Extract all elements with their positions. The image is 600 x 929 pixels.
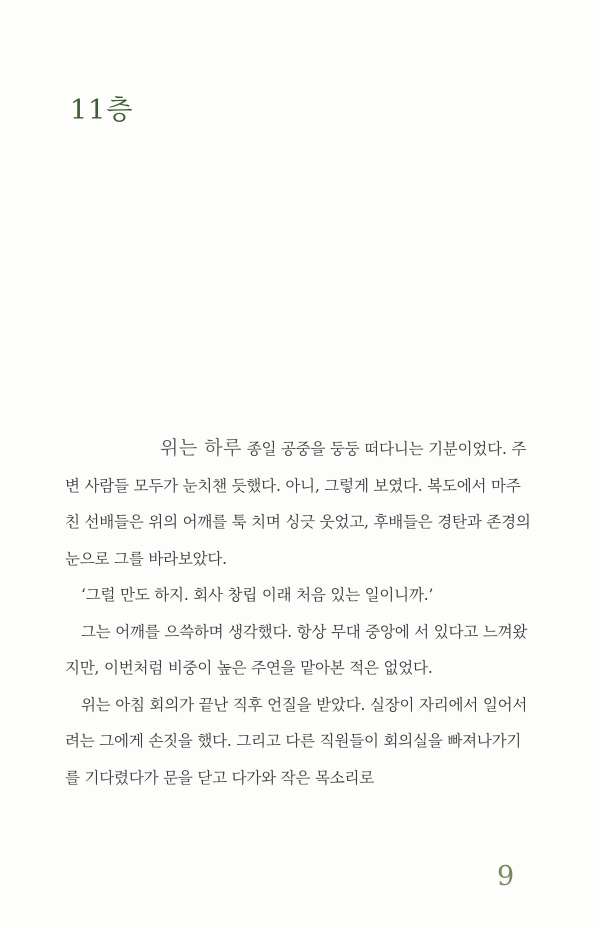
page-number: 9	[497, 861, 515, 892]
paragraph-4: 위는 아침 회의가 끝난 직후 언질을 받았다. 실장이 자리에서 일어서려는 그에게 손짓을 했다. 그리고 다른 직원들이 회의실을 빠져나가기를 기다렸다가 문을 닫고 다가와 작은 목소리로	[65, 695, 528, 787]
paragraph-1	[65, 430, 535, 577]
lead-phrase: 위는 하루	[160, 437, 242, 459]
body-text	[65, 430, 535, 796]
paragraph-1-text: 종일 공중을 둥둥 떠다니는 기분이었다. 주변 사람들 모두가 눈치챈 듯했다. 아니, 그렇게 보였다. 복도에서 마주친 선배들은 위의 어깨를 툭 치며 싱긋 웃었고, 후배들은 경탄과 존경의 눈으로 그를 바라보았다.	[65, 440, 531, 568]
chapter-title: 11층	[70, 95, 134, 126]
paragraph-3: 그는 어깨를 으쓱하며 생각했다. 항상 무대 중앙에 서 있다고 느껴왔지만, 이번처럼 비중이 높은 주연을 맡아본 적은 없었다.	[65, 622, 528, 677]
paragraph-2-quote: ‘그럴 만도 하지. 회사 창립 이래 처음 있는 일이니까.’	[81, 586, 434, 604]
